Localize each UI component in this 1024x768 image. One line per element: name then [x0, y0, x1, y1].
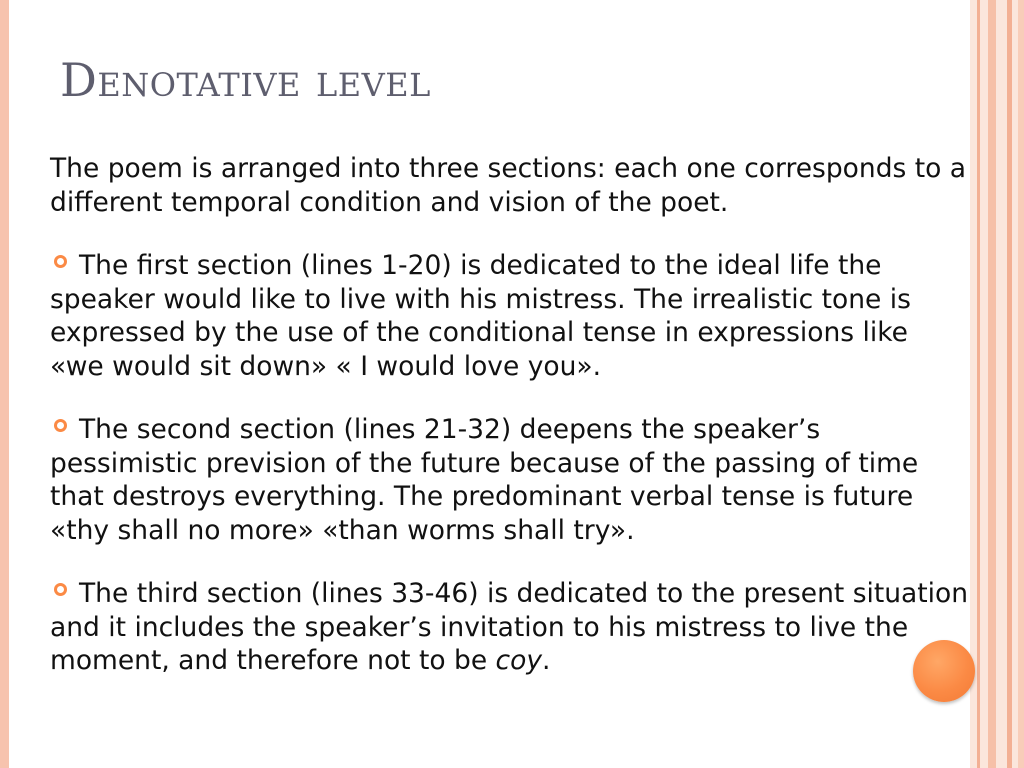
bullet-text: The third section (lines 33-46) is dedicated to the present situation and it includes the speaker’s invitation to his mistress to live the moment, and therefore not to be	[50, 578, 969, 676]
emphasized-word: coy	[495, 645, 543, 676]
bullet-item-second-section	[50, 413, 970, 547]
circle-bullet-icon	[54, 583, 67, 596]
bullet-item-third-section	[50, 577, 970, 678]
right-decorative-stripe	[1018, 0, 1024, 768]
slide-body	[50, 152, 970, 708]
right-decorative-stripe	[1007, 0, 1012, 768]
intro-paragraph: The poem is arranged into three sections: each one corresponds to a different temporal condition and vision of the poet.	[50, 153, 967, 218]
orange-orb-decoration	[913, 640, 975, 702]
left-decorative-stripe	[0, 0, 9, 768]
right-decorative-stripe	[977, 0, 980, 768]
sentence-end: .	[542, 645, 551, 676]
slide-title: Denotative level	[60, 53, 431, 107]
circle-bullet-icon	[54, 419, 67, 432]
right-decorative-stripe	[988, 0, 996, 768]
circle-bullet-icon	[54, 255, 67, 268]
bullet-item-first-section	[50, 249, 970, 383]
bullet-text: The first section (lines 1-20) is dedicated to the ideal life the speaker would like to live with his mistress. The irrealistic tone is expressed by the use of the conditional tense in expressions like «we would sit down» « I would love you».	[50, 250, 911, 382]
bullet-text: The second section (lines 21-32) deepens the speaker’s pessimistic prevision of the future because of the passing of time that destroys everything. The predominant verbal tense is future «thy shall no more» «than worms shall try».	[50, 414, 919, 546]
